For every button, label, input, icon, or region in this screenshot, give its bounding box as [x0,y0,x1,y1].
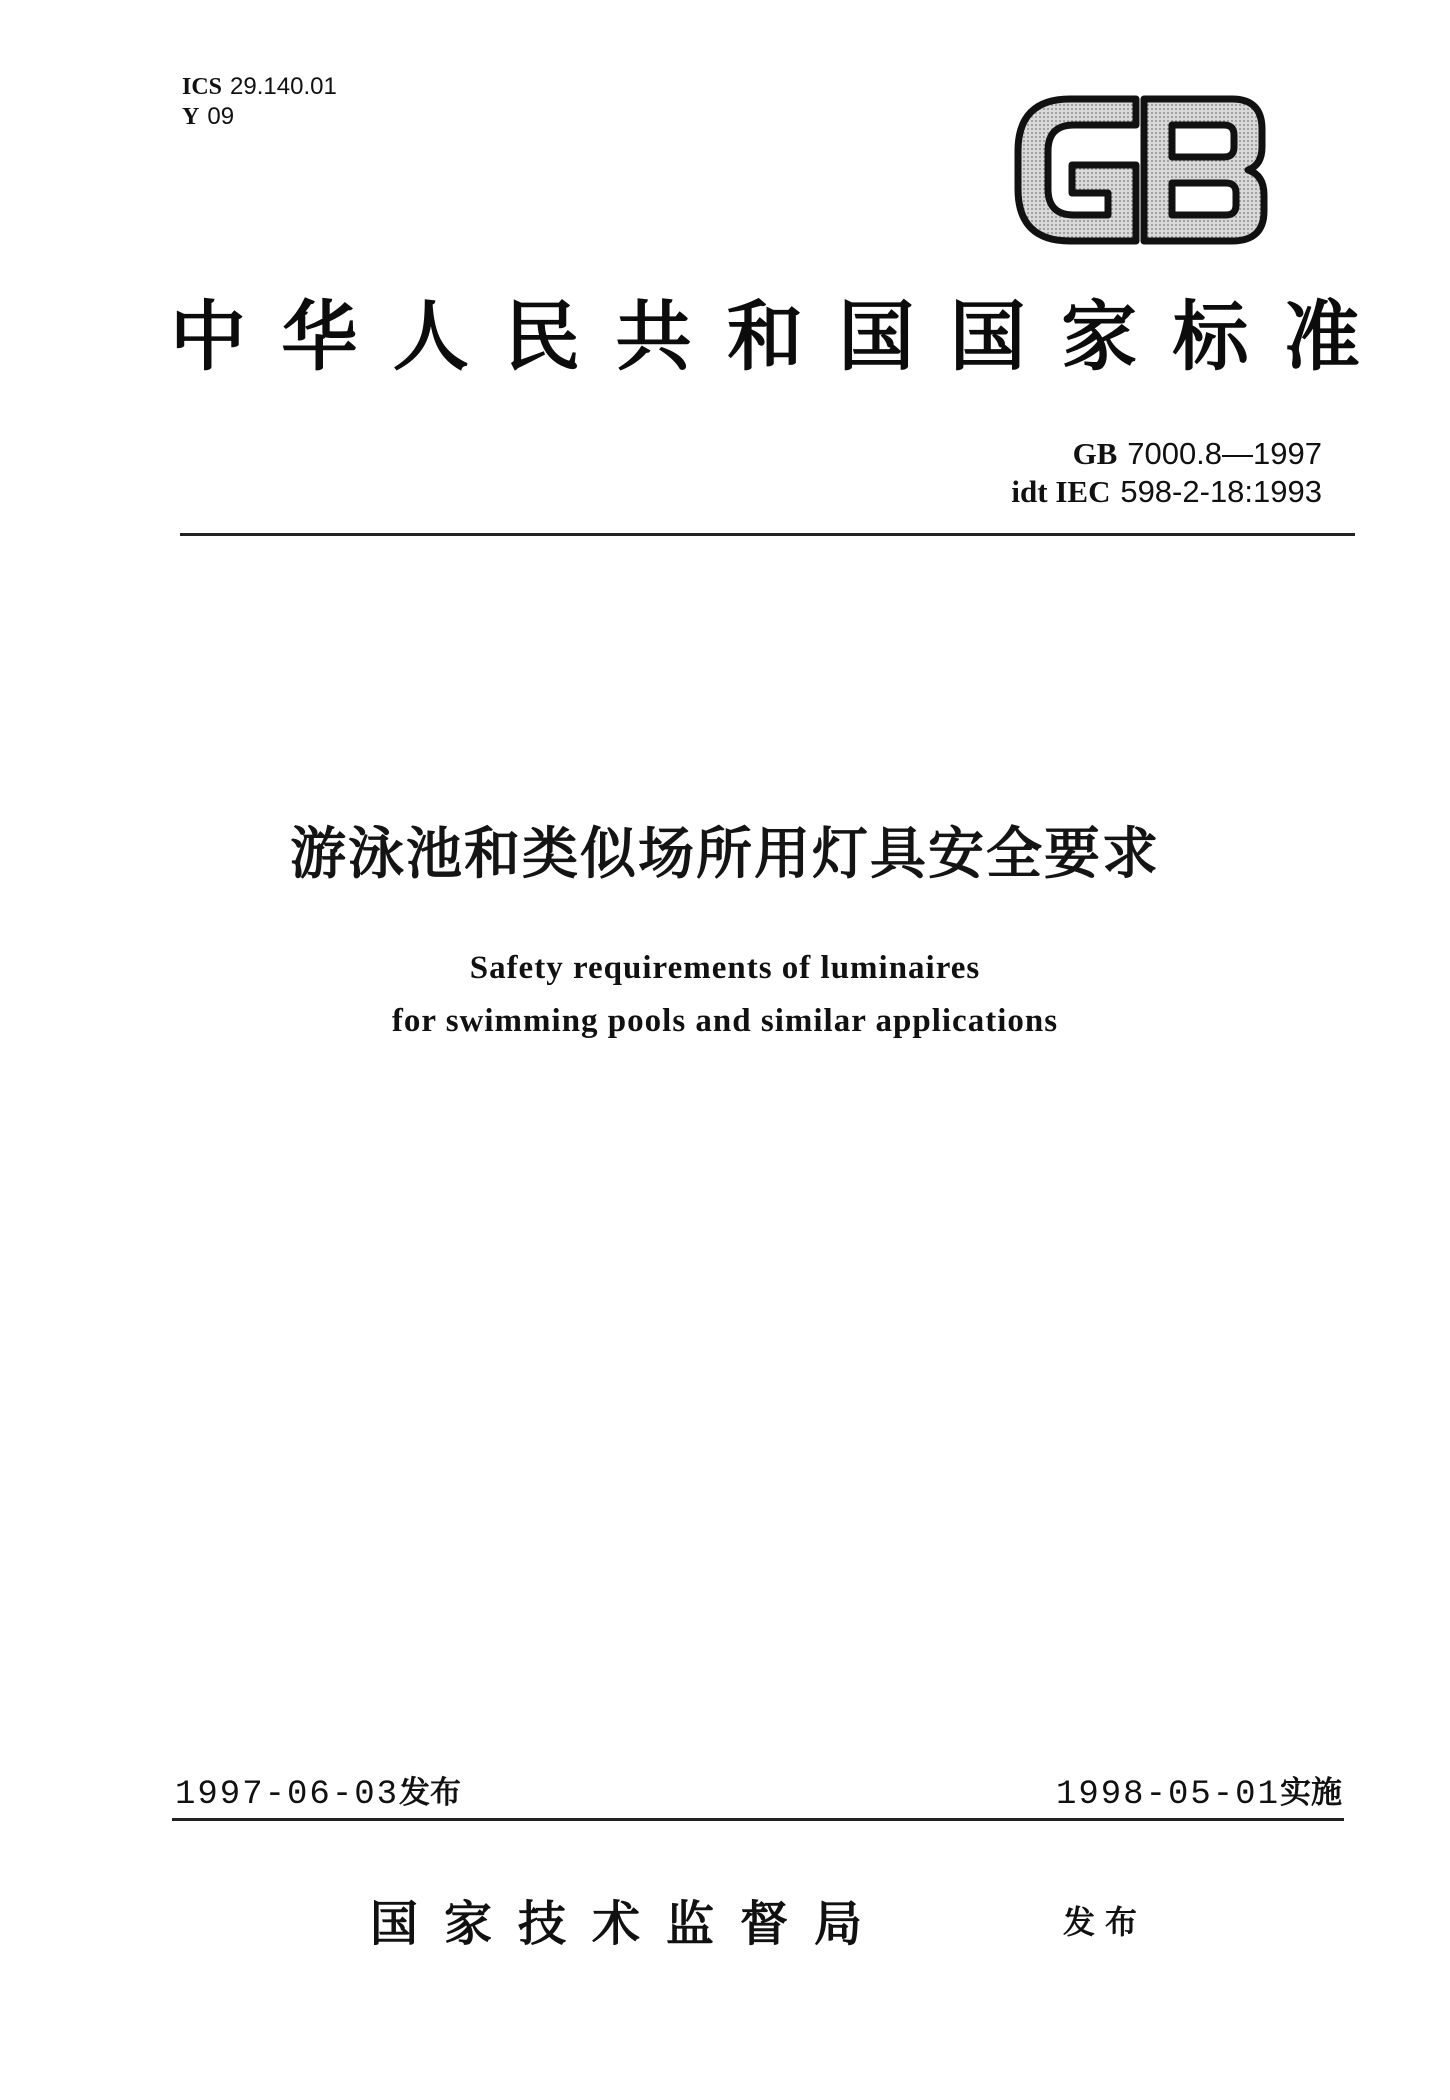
ccs-label: Y [182,104,200,130]
top-divider [180,533,1355,536]
heading-char: 国 [838,291,915,381]
title-english [0,942,1450,1048]
heading-char: 中 [170,291,246,381]
ics-label: ICS [182,74,223,100]
title-english-line1: Safety requirements of luminaires [469,950,981,986]
ccs-code [182,102,337,132]
heading-char: 华 [281,291,358,381]
heading-char: 共 [615,291,692,381]
ics-code [182,72,337,102]
issue-date [175,1772,461,1815]
heading-char: 标 [1172,291,1249,381]
title-chinese: 游泳池和类似场所用灯具安全要求 [290,822,1160,887]
bottom-divider [172,1818,1344,1821]
issue-date-label: 发布 [399,1775,462,1811]
issuing-action: 发布 [1063,1903,1148,1941]
idt-number-line [1011,473,1322,511]
gb-number: 7000.8—1997 [1127,436,1322,471]
gb-logo [1010,95,1270,245]
gb-label: GB [1072,436,1118,471]
heading-char: 国 [949,291,1026,381]
national-standard-heading [170,285,1360,381]
idt-number: 598-2-18:1993 [1120,474,1322,509]
heading-char: 人 [392,291,469,381]
heading-char: 民 [504,291,581,381]
ccs-value: 09 [207,103,235,130]
title-english-line2: for swimming pools and similar applications [391,1003,1059,1039]
implementation-date [1056,1772,1342,1815]
implementation-date-label: 实施 [1280,1775,1342,1811]
idt-label: idt IEC [1011,474,1111,509]
standard-numbers [1011,435,1322,511]
heading-char: 和 [726,291,803,381]
classification-codes [182,72,337,132]
heading-char: 准 [1283,291,1360,381]
ics-value: 29.140.01 [230,73,337,100]
implementation-date-value: 1998-05-01 [1055,1776,1280,1814]
gb-number-line [1011,435,1322,473]
issue-date-value: 1997-06-03 [175,1776,400,1814]
issuing-authority: 国家技术监督局 [370,1896,889,1952]
heading-char: 家 [1061,291,1138,381]
